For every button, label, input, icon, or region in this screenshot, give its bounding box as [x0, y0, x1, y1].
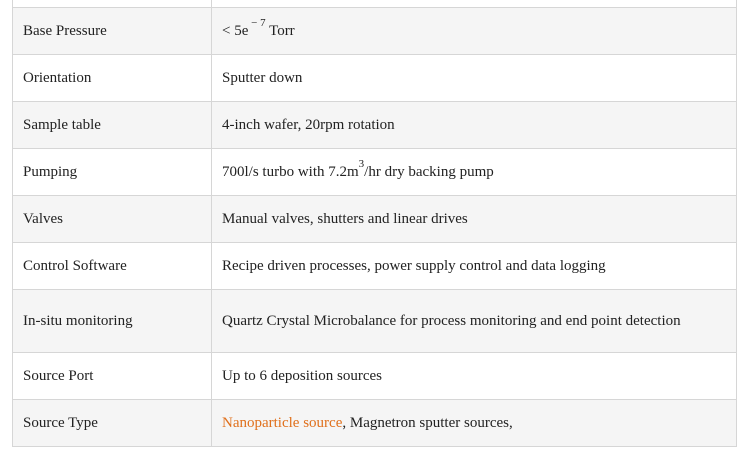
value-text: 700l/s turbo with 7.2m [222, 164, 359, 180]
table-row [13, 55, 737, 102]
nanoparticle-source-link[interactable]: Nanoparticle source [222, 415, 343, 431]
row-value: 4-inch wafer, 20rpm rotation [212, 102, 737, 149]
specifications-table [12, 0, 737, 447]
row-label [13, 0, 212, 8]
row-label: Pumping [13, 149, 212, 196]
table-row [13, 102, 737, 149]
row-label: Source Type [13, 400, 212, 447]
table-row [13, 196, 737, 243]
value-text: Torr [265, 23, 295, 39]
table-row [13, 243, 737, 290]
table-row [13, 353, 737, 400]
row-value: Recipe driven processes, power supply control and data logging [212, 243, 737, 290]
row-label: Orientation [13, 55, 212, 102]
row-value [212, 149, 737, 196]
row-value: Up to 6 deposition sources [212, 353, 737, 400]
table-row [13, 149, 737, 196]
row-value: Manual valves, shutters and linear drives [212, 196, 737, 243]
row-value [212, 400, 737, 447]
table-row [13, 0, 737, 8]
row-value: Quartz Crystal Microbalance for process monitoring and end point detection [212, 290, 737, 353]
table-row [13, 400, 737, 447]
row-label: In-situ monitoring [13, 290, 212, 353]
value-exponent: − 7 [248, 17, 266, 29]
value-text: , Magnetron sputter sources, [342, 415, 513, 431]
value-text: < 5e [222, 23, 249, 39]
value-exponent: 3 [358, 158, 365, 170]
row-label: Base Pressure [13, 8, 212, 55]
row-label: Control Software [13, 243, 212, 290]
row-label: Valves [13, 196, 212, 243]
row-value: Sputter down [212, 55, 737, 102]
row-value [212, 8, 737, 55]
table-row [13, 290, 737, 353]
table-row [13, 8, 737, 55]
row-label: Source Port [13, 353, 212, 400]
row-label: Sample table [13, 102, 212, 149]
value-text: /hr dry backing pump [364, 164, 494, 180]
row-value [212, 0, 737, 8]
